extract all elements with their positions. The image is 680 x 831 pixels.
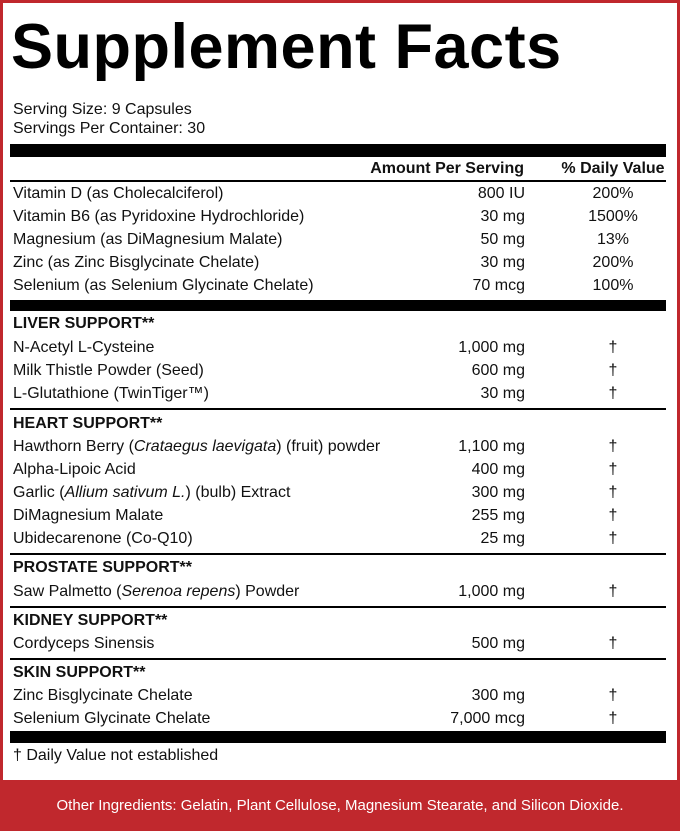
ingredient-name: Ubidecarenone (Co-Q10): [13, 530, 193, 547]
ingredient-daily-value: †: [608, 438, 618, 455]
column-header-daily-value: % Daily Value: [561, 160, 665, 177]
ingredient-daily-value: 1500%: [588, 208, 638, 225]
table-row: [3, 581, 680, 605]
servings-per-container: Servings Per Container: 30: [13, 120, 206, 137]
section-rule: [10, 408, 666, 410]
section-heading-heart: HEART SUPPORT**: [13, 415, 163, 432]
ingredient-amount: 255 mg: [471, 507, 525, 524]
ingredient-daily-value: †: [608, 583, 618, 600]
section-heading-liver: LIVER SUPPORT**: [13, 315, 155, 332]
ingredient-amount: 30 mg: [480, 254, 525, 271]
ingredient-amount: 600 mg: [471, 362, 525, 379]
ingredient-name: Selenium (as Selenium Glycinate Chelate): [13, 277, 314, 294]
ingredient-name: Garlic (Allium sativum L.) (bulb) Extract: [13, 484, 291, 501]
thin-rule-header: [10, 180, 666, 182]
section-rule: [10, 553, 666, 555]
section-heading-skin: SKIN SUPPORT**: [13, 664, 146, 681]
ingredient-amount: 300 mg: [471, 484, 525, 501]
ingredient-amount: 50 mg: [480, 231, 525, 248]
thick-rule-bottom: [10, 731, 666, 743]
ingredient-amount: 500 mg: [471, 635, 525, 652]
table-row: [3, 383, 680, 407]
thick-rule-top: [10, 144, 666, 157]
table-row: [3, 183, 680, 207]
ingredient-name: Cordyceps Sinensis: [13, 635, 155, 652]
ingredient-amount: 1,000 mg: [458, 339, 525, 356]
ingredient-amount: 70 mcg: [472, 277, 525, 294]
ingredient-daily-value: 200%: [592, 185, 634, 202]
ingredient-name: Vitamin D (as Cholecalciferol): [13, 185, 224, 202]
ingredient-name: Selenium Glycinate Chelate: [13, 710, 211, 727]
daily-value-footnote: † Daily Value not established: [13, 747, 219, 764]
ingredient-daily-value: †: [608, 461, 618, 478]
ingredient-amount: 25 mg: [480, 530, 525, 547]
section-heading-prostate: PROSTATE SUPPORT**: [13, 559, 192, 576]
ingredient-daily-value: †: [608, 362, 618, 379]
ingredient-daily-value: 100%: [592, 277, 634, 294]
ingredient-name: Vitamin B6 (as Pyridoxine Hydrochloride): [13, 208, 305, 225]
ingredient-amount: 30 mg: [480, 208, 525, 225]
ingredient-daily-value: †: [608, 507, 618, 524]
table-row: [3, 685, 680, 709]
ingredient-daily-value: †: [608, 385, 618, 402]
page-title: Supplement Facts: [11, 12, 562, 82]
ingredient-name: L-Glutathione (TwinTiger™): [13, 385, 209, 402]
table-row: [3, 229, 680, 253]
ingredient-amount: 1,100 mg: [458, 438, 525, 455]
table-row: [3, 275, 680, 299]
ingredient-name: Zinc (as Zinc Bisglycinate Chelate): [13, 254, 260, 271]
table-row: [3, 206, 680, 230]
ingredient-daily-value: †: [608, 635, 618, 652]
ingredient-amount: 400 mg: [471, 461, 525, 478]
table-row: [3, 633, 680, 657]
section-rule: [10, 606, 666, 608]
ingredient-name: Alpha-Lipoic Acid: [13, 461, 136, 478]
ingredient-name: Magnesium (as DiMagnesium Malate): [13, 231, 283, 248]
ingredient-name: DiMagnesium Malate: [13, 507, 164, 524]
table-row: [3, 436, 680, 460]
ingredient-name: Hawthorn Berry (Crataegus laevigata) (fruit) powder: [13, 438, 381, 455]
table-row: [3, 505, 680, 529]
ingredient-amount: 300 mg: [471, 687, 525, 704]
thick-rule-vitamins: [10, 300, 666, 311]
ingredient-amount: 30 mg: [480, 385, 525, 402]
table-row: [3, 708, 680, 732]
ingredient-daily-value: 13%: [596, 231, 630, 248]
ingredient-name: Saw Palmetto (Serenoa repens) Powder: [13, 583, 300, 600]
ingredient-amount: 800 IU: [477, 185, 525, 202]
serving-size: Serving Size: 9 Capsules: [13, 101, 192, 118]
ingredient-daily-value: †: [608, 687, 618, 704]
ingredient-daily-value: †: [608, 339, 618, 356]
table-row: [3, 360, 680, 384]
ingredient-name: Milk Thistle Powder (Seed): [13, 362, 204, 379]
section-rule: [10, 658, 666, 660]
table-row: [3, 482, 680, 506]
section-heading-kidney: KIDNEY SUPPORT**: [13, 612, 168, 629]
ingredient-name: Zinc Bisglycinate Chelate: [13, 687, 193, 704]
table-row: [3, 459, 680, 483]
table-row: [3, 337, 680, 361]
ingredient-amount: 7,000 mcg: [450, 710, 525, 727]
ingredient-daily-value: †: [608, 710, 618, 727]
column-header-amount: Amount Per Serving: [370, 160, 524, 177]
table-row: [3, 528, 680, 552]
ingredient-daily-value: 200%: [592, 254, 634, 271]
ingredient-daily-value: †: [608, 484, 618, 501]
table-row: [3, 252, 680, 276]
ingredient-daily-value: †: [608, 530, 618, 547]
ingredient-amount: 1,000 mg: [458, 583, 525, 600]
ingredient-name: N-Acetyl L-Cysteine: [13, 339, 155, 356]
other-ingredients-banner: Other Ingredients: Gelatin, Plant Cellulose, Magnesium Stearate, and Silicon Dioxide.: [0, 780, 680, 831]
